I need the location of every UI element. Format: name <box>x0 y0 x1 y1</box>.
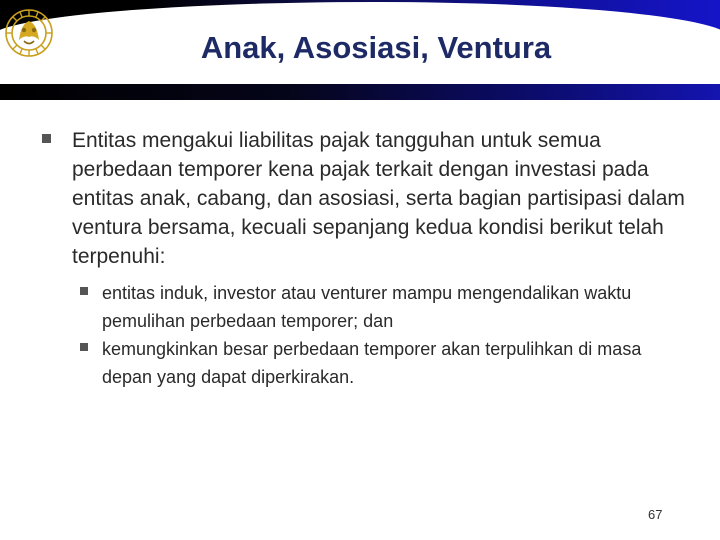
page-number: 67 <box>648 507 663 522</box>
makara-logo-icon <box>2 4 56 62</box>
square-bullet-icon <box>42 134 51 143</box>
sub-bullet-text: kemungkinkan besar perbedaan temporer akan terpulihkan di masa depan yang dapat diperkirakan. <box>102 339 642 387</box>
slide-header <box>0 0 720 100</box>
slide-content <box>40 126 690 391</box>
bullet-text: Entitas mengakui liabilitas pajak tangguhan untuk semua perbedaan temporer kena pajak terkait dengan investasi pada entitas anak, cabang, dan asosiasi, serta bagian partisipasi dalam ventura bersama, kecuali sepanjang kedua kondisi berikut telah terpenuhi: <box>72 129 685 268</box>
slide-title: Anak, Asosiasi, Ventura <box>200 30 552 65</box>
square-bullet-icon <box>80 287 88 295</box>
header-bottom-bar <box>0 84 720 100</box>
square-bullet-icon <box>80 343 88 351</box>
sub-bullet-text: entitas induk, investor atau venturer mampu mengendalikan waktu pemulihan perbedaan temporer; dan <box>102 283 632 331</box>
sub-bullet-item <box>40 279 690 335</box>
sub-bullet-item <box>40 335 690 391</box>
bullet-item <box>40 126 690 271</box>
